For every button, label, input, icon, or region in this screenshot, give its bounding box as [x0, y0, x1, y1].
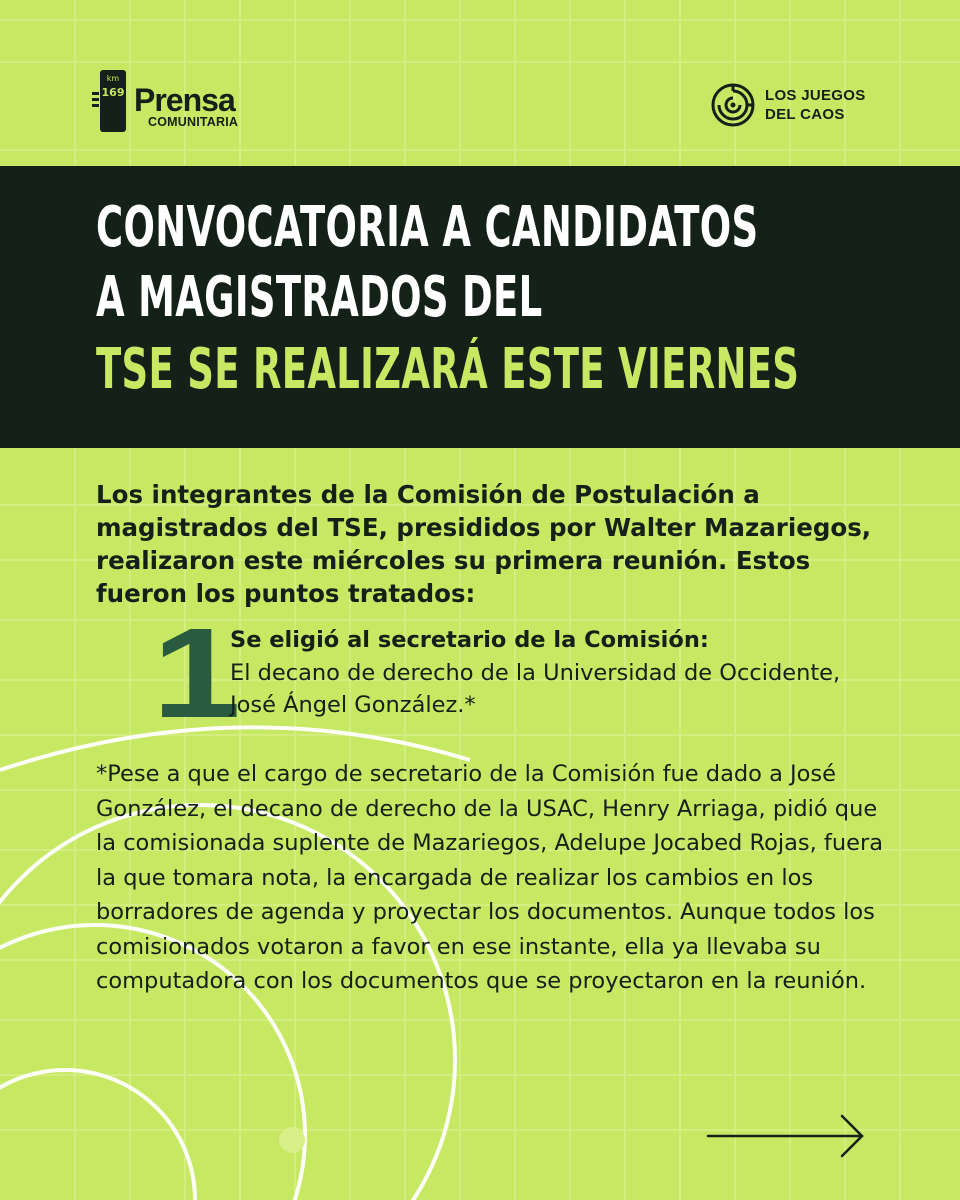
km-sign-label: km [106, 74, 120, 83]
title-line-1: CONVOCATORIA A CANDIDATOS [96, 195, 759, 260]
km-sign-icon [100, 70, 126, 132]
point-heading: Se eligió al secretario de la Comisión: [230, 627, 709, 653]
lead-paragraph: Los integrantes de la Comisión de Postulación a magistrados del TSE, presididos por Walter Mazariegos, realizaron este miércoles su primera reunión. Estos fueron los puntos tratados: [96, 480, 872, 608]
title-line-highlight: TSE SE REALIZARÁ ESTE VIERNES [96, 337, 800, 402]
arrow-right-icon[interactable] [706, 1108, 870, 1164]
title-line-2: A MAGISTRADOS DEL [96, 265, 543, 330]
title-band [0, 166, 960, 448]
maze-icon [710, 82, 756, 128]
point-number: 1 [152, 602, 241, 745]
los-juegos-del-caos-logo [710, 82, 890, 132]
comunitaria-wordmark: COMUNITARIA [148, 115, 239, 129]
km-sign-number: 169 [101, 86, 125, 99]
prensa-comunitaria-logo [92, 70, 282, 136]
footnote-paragraph: *Pese a que el cargo de secretario de la Comisión fue dado a José González, el decano de derecho de la USAC, Henry Arriaga, pidió que la comisionada suplente de Mazariegos, Adelupe Jocabed Rojas, fuera la que tomara nota, la encargada de realizar los cambios en los borradores de agenda y proyectar los documentos. Aunque todos los comisionados votaron a favor en ese instante, ella ya llevaba su computadora con los documentos que se proyectaron en la reunión. [96, 761, 883, 994]
logo-stripes [92, 92, 99, 110]
point-body: El decano de derecho de la Universidad de Occidente, José Ángel González.* [230, 660, 841, 718]
caos-wordmark: LOS JUEGOS DEL CAOS [765, 87, 866, 123]
prensa-wordmark: Prensa [134, 82, 235, 118]
